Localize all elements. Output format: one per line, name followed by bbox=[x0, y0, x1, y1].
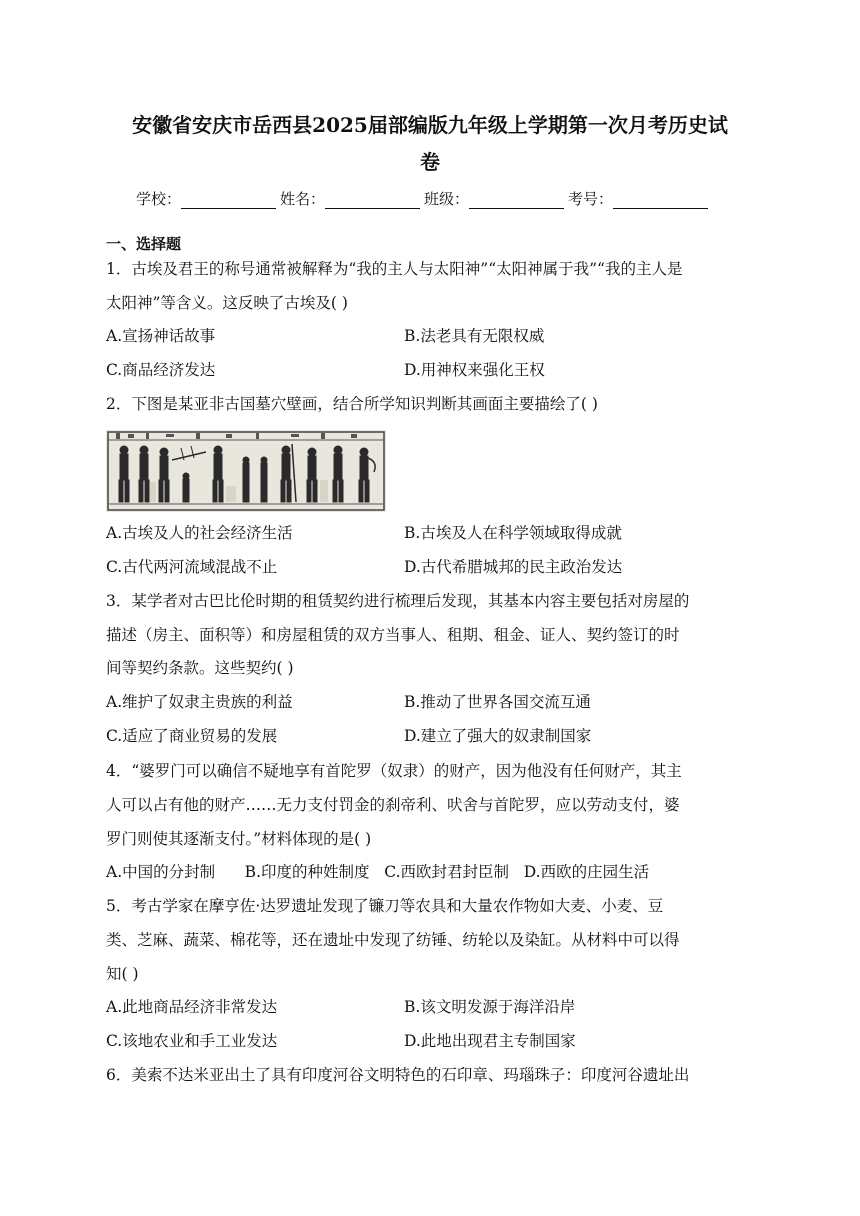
q4-line3: 罗门则使其逐渐支付。”材料体现的是( ) bbox=[106, 830, 372, 848]
q2-option-b[interactable]: B.古埃及人在科学领域取得成就 bbox=[404, 524, 622, 542]
q5-option-a[interactable]: A.此地商品经济非常发达 bbox=[106, 998, 278, 1016]
q3-option-a[interactable]: A.维护了奴隶主贵族的利益 bbox=[106, 693, 293, 711]
name-label: 姓名： bbox=[280, 190, 326, 208]
class-blank[interactable] bbox=[469, 190, 564, 209]
class-field bbox=[424, 188, 568, 209]
student-info-row bbox=[136, 183, 736, 209]
q4-line2: 人可以占有他的财产……无力支付罚金的刹帝利、吠舍与首陀罗，应以劳动支付，婆 bbox=[106, 796, 680, 814]
q5-line3: 知( ) bbox=[106, 965, 139, 983]
q1-option-c[interactable]: C.商品经济发达 bbox=[106, 361, 216, 379]
exam-number-blank[interactable] bbox=[613, 190, 708, 209]
q4-options[interactable]: A.中国的分封制 B.印度的种姓制度 C.西欧封君封臣制 D.西欧的庄园生活 bbox=[106, 863, 650, 881]
q5-line2: 类、芝麻、蔬菜、棉花等，还在遗址中发现了纺锤、纺轮以及染缸。从材料中可以得 bbox=[106, 931, 680, 949]
q1-option-d[interactable]: D.用神权来强化王权 bbox=[404, 361, 545, 379]
class-label: 班级： bbox=[424, 190, 470, 208]
name-blank[interactable] bbox=[325, 190, 420, 209]
exam-number-label: 考号： bbox=[568, 190, 614, 208]
q2-option-a[interactable]: A.古埃及人的社会经济生活 bbox=[106, 524, 293, 542]
q6-line1: 6．美索不达米亚出土了具有印度河谷文明特色的石印章、玛瑙珠子：印度河谷遗址出 bbox=[106, 1066, 690, 1084]
q3-option-b[interactable]: B.推动了世界各国交流互通 bbox=[404, 693, 591, 711]
q5-option-c[interactable]: C.该地农业和手工业发达 bbox=[106, 1032, 278, 1050]
exam-number-field bbox=[568, 188, 712, 209]
q2-line1: 2．下图是某亚非古国墓穴壁画，结合所学知识判断其画面主要描绘了( ) bbox=[106, 395, 598, 413]
q3-option-d[interactable]: D.建立了强大的奴隶制国家 bbox=[404, 727, 592, 745]
exam-title-line2: 卷 bbox=[420, 150, 440, 174]
q3-line3: 间等契约条款。这些契约( ) bbox=[106, 659, 294, 677]
school-label: 学校： bbox=[136, 190, 182, 208]
q1-line2: 太阳神”等含义。这反映了古埃及( ) bbox=[106, 294, 348, 312]
tomb-mural-image bbox=[106, 430, 386, 512]
q1-option-a[interactable]: A.宣扬神话故事 bbox=[106, 327, 216, 345]
q5-option-b[interactable]: B.该文明发源于海洋沿岸 bbox=[404, 998, 576, 1016]
exam-title-line1: 安徽省安庆市岳西县2025届部编版九年级上学期第一次月考历史试 bbox=[132, 113, 728, 137]
q3-option-c[interactable]: C.适应了商业贸易的发展 bbox=[106, 727, 278, 745]
q2-option-c[interactable]: C.古代两河流域混战不止 bbox=[106, 558, 278, 576]
q3-line2: 描述（房主、面积等）和房屋租赁的双方当事人、租期、租金、证人、契约签订的时 bbox=[106, 626, 680, 644]
q1-line1: 1．古埃及君王的称号通常被解释为“我的主人与太阳神”“太阳神属于我”“我的主人是 bbox=[106, 260, 683, 278]
name-field bbox=[280, 188, 424, 209]
q4-line1: 4．“婆罗门可以确信不疑地享有首陀罗（奴隶）的财产，因为他没有任何财产，其主 bbox=[106, 762, 682, 780]
q3-line1: 3．某学者对古巴比伦时期的租赁契约进行梳理后发现，其基本内容主要包括对房屋的 bbox=[106, 592, 690, 610]
school-field bbox=[136, 188, 280, 209]
section-title: 一、选择题 bbox=[106, 235, 182, 253]
school-blank[interactable] bbox=[181, 190, 276, 209]
q1-option-b[interactable]: B.法老具有无限权威 bbox=[404, 327, 545, 345]
q5-option-d[interactable]: D.此地出现君主专制国家 bbox=[404, 1032, 576, 1050]
q2-option-d[interactable]: D.古代希腊城邦的民主政治发达 bbox=[404, 558, 623, 576]
q5-line1: 5．考古学家在摩亨佐·达罗遗址发现了镰刀等农具和大量农作物如大麦、小麦、豆 bbox=[106, 897, 664, 915]
